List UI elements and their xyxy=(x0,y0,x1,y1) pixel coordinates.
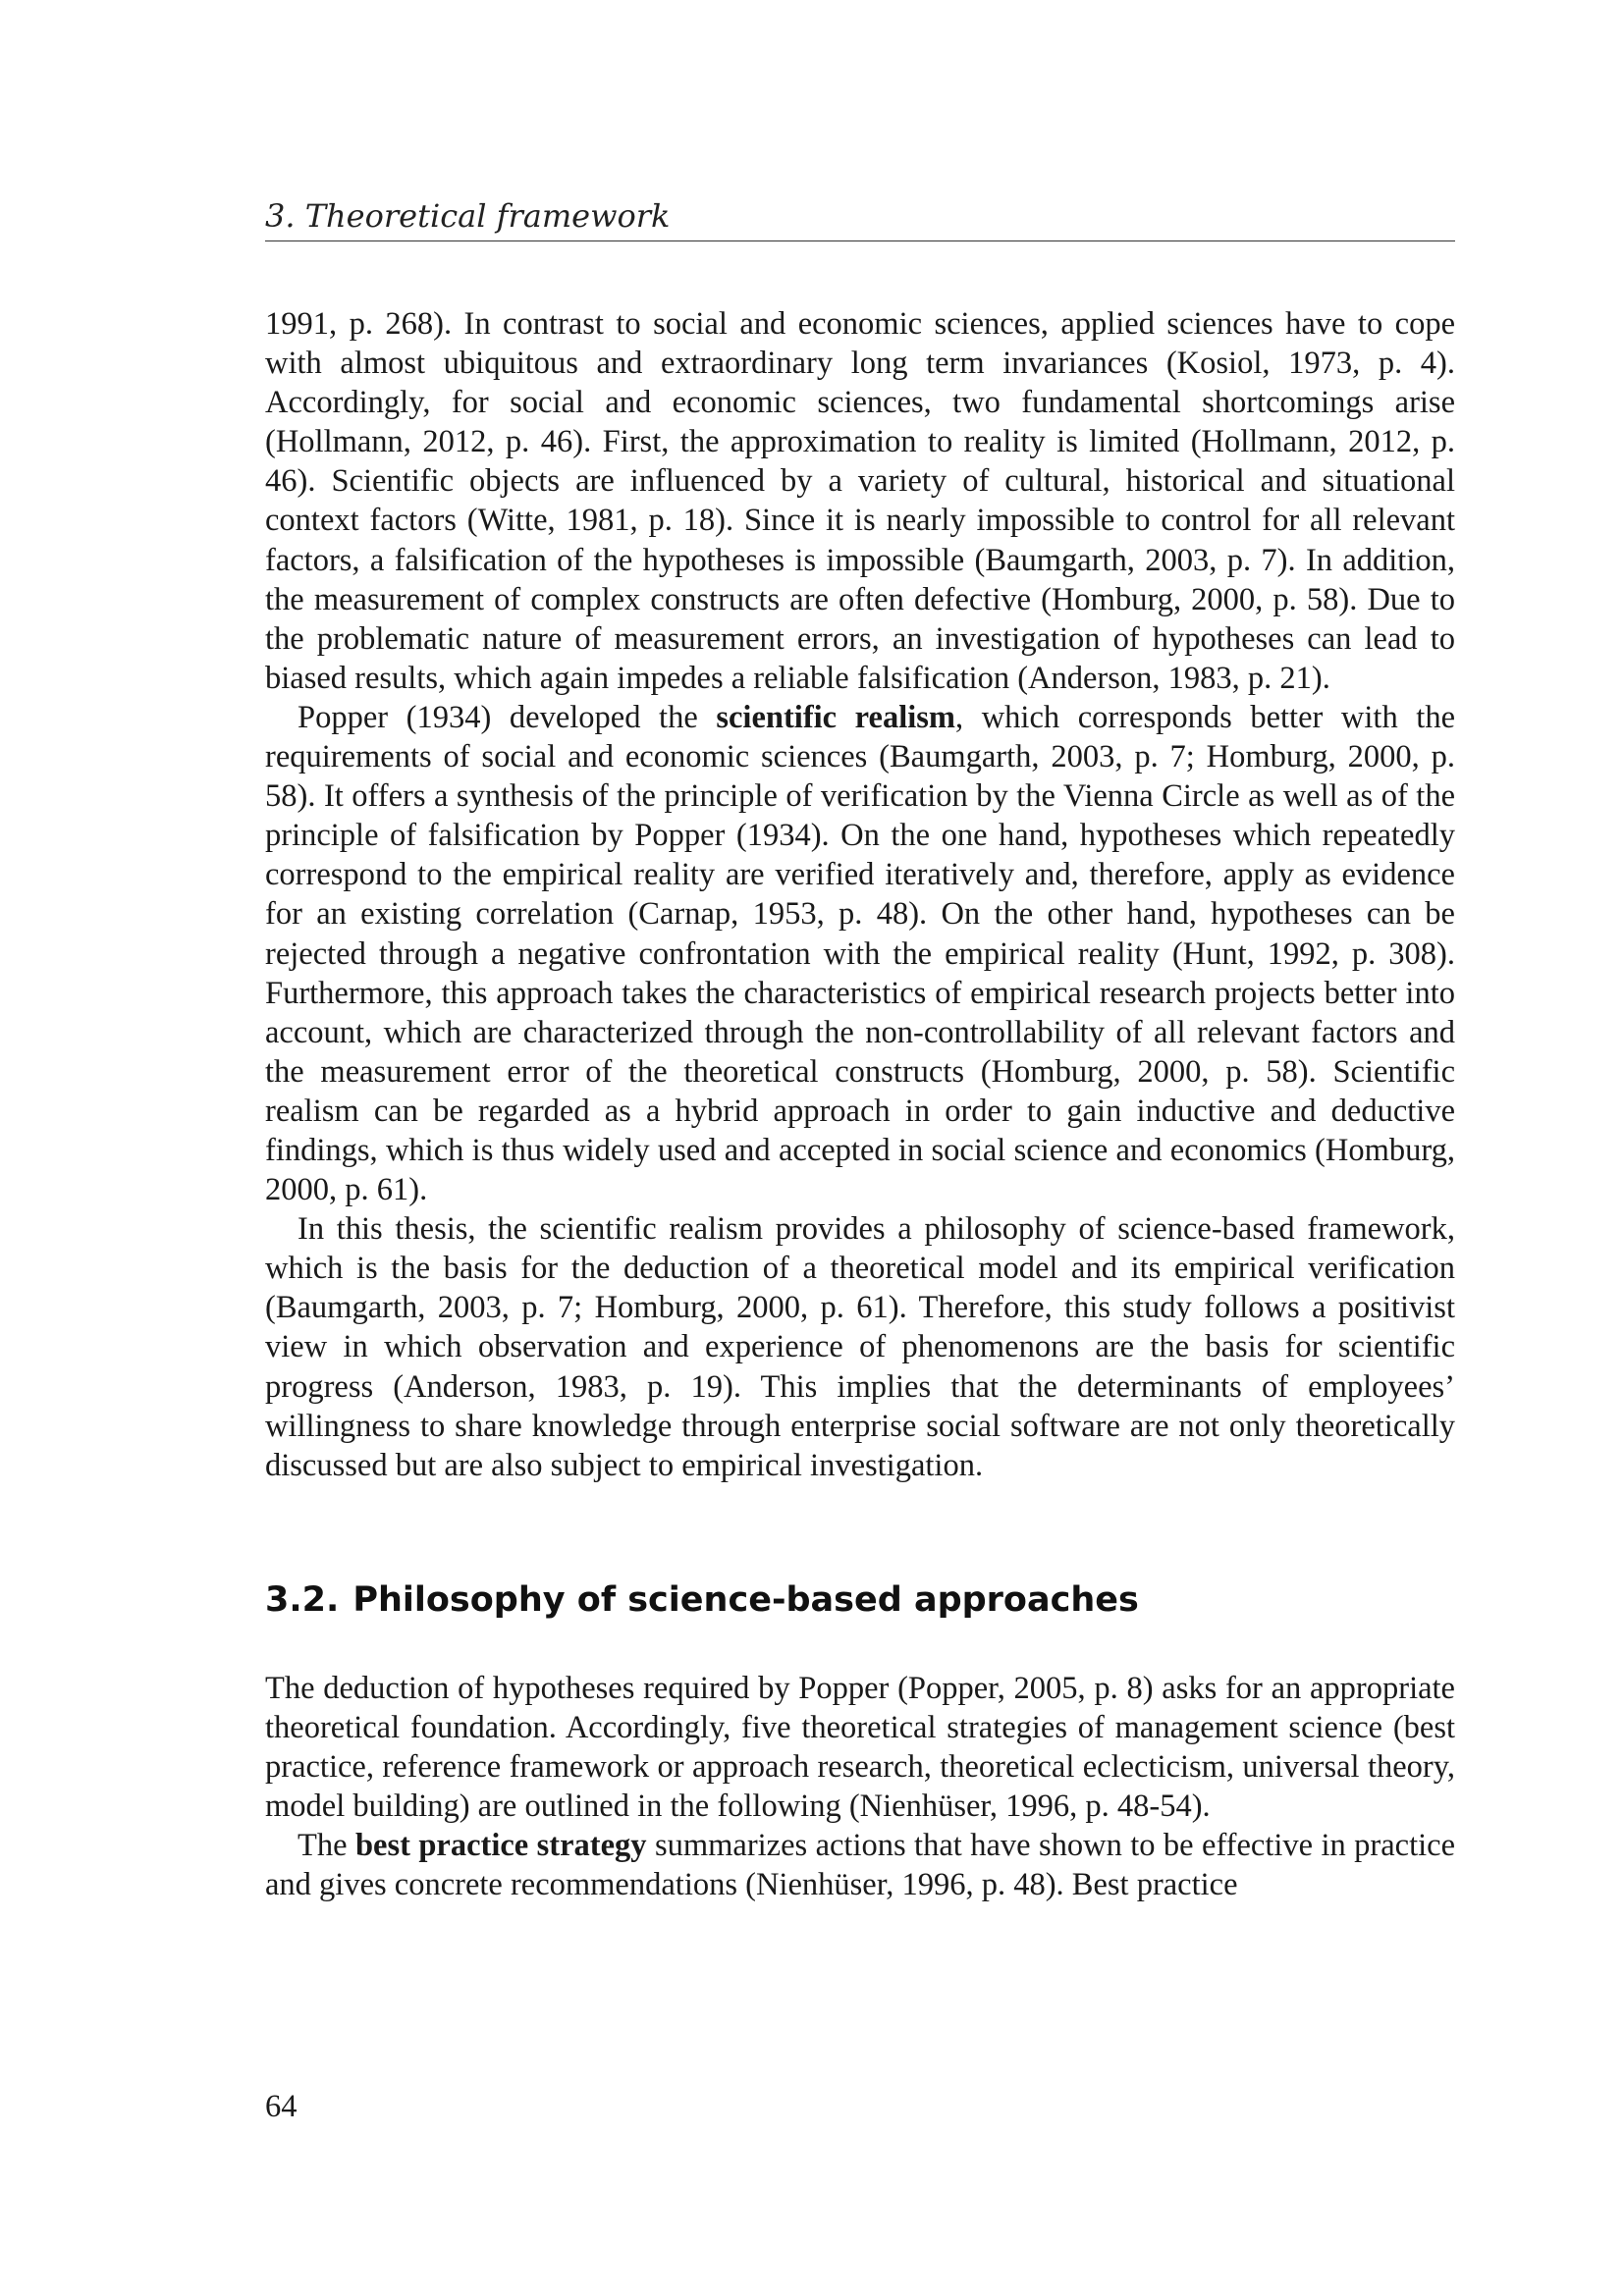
header-rule xyxy=(265,240,1455,241)
section-title: Philosophy of science-based approaches xyxy=(352,1580,1139,1620)
section-heading xyxy=(265,1578,1455,1622)
paragraph-best-practice xyxy=(265,1826,1455,1904)
paragraph-scientific-realism xyxy=(265,698,1455,1209)
bold-term: best practice strategy xyxy=(354,1828,647,1864)
paragraph-thesis-framework: In this thesis, the scientific realism provides a philosophy of science-based framework, which is the basis for the deduction of a theoretical model and its empirical verification (Baumgarth, 2003, p. 7; Homburg, 2000, p. 61). Therefore, this study follows a positivist view in which observation and experience of phenomenons are the basis for scientific progress (Anderson, 1983, p. 19). This implies that the determinants of employees’ willingness to share knowledge through enterprise social software are not only theoretically discussed but are also subject to empirical investigation. xyxy=(265,1211,1455,1483)
page-number: 64 xyxy=(265,2089,298,2124)
body-text-section xyxy=(265,1669,1455,1905)
document-page xyxy=(265,0,1455,2296)
paragraph-text: Popper (1934) developed the xyxy=(298,699,717,735)
paragraph-text: , which corresponds better with the requirements of social and economic sciences (Baumgarth, 2003, p. 7; Homburg, 2000, p. 58). It offers a synthesis of the principle of verification by the Vienna Circle as well as of the principle of falsification by Popper (1934). On the one hand, hypotheses which repeatedly correspond to the empirical reality are verified iteratively and, therefore, apply as evidence for an existing correlation (Carnap, 1953, p. 48). On the other hand, hypotheses can be rejected through a negative confrontation with the empirical reality (Hunt, 1992, p. 308). Furthermore, this approach takes the characteristics of empirical research projects better into account, which are characterized through the non-controllability of all relevant factors and the measurement error of the theoretical constructs (Homburg, 2000, p. 58). Scientific realism can be regarded as a hybrid approach in order to gain inductive and deductive findings, which is thus widely used and accepted in social science and economics (Homburg, 2000, p. 61). xyxy=(265,699,1456,1208)
paragraph-continued: 1991, p. 268). In contrast to social and economic sciences, applied sciences have to cope with almost ubiquitous and extraordinary long term invariances (Kosiol, 1973, p. 4). Accordingly, for social and economic sciences, two fundamental shortcomings arise (Hollmann, 2012, p. 46). First, the approximation to reality is limited (Hollmann, 2012, p. 46). Scientific objects are influenced by a variety of cultural, historical and situational context factors (Witte, 1981, p. 18). Since it is nearly impossible to control for all relevant factors, a falsification of the hypotheses is impossible (Baumgarth, 2003, p. 7). In addition, the measurement of complex constructs are often defective (Homburg, 2000, p. 58). Due to the problematic nature of measurement errors, an investigation of hypotheses can lead to biased results, which again impedes a reliable falsification (Anderson, 1983, p. 21). xyxy=(265,306,1455,696)
paragraph-deduction: The deduction of hypotheses required by Popper (Popper, 2005, p. 8) asks for an appropriate theoretical foundation. Accordingly, five theoretical strategies of management science (best practice, reference framework or approach research, theoretical eclecticism, universal theory, model building) are outlined in the following (Nienhüser, 1996, p. 48-54). xyxy=(265,1671,1455,1825)
bold-term: scientific realism xyxy=(716,699,955,735)
body-text-top xyxy=(265,304,1455,1485)
section-number: 3.2. xyxy=(265,1580,340,1620)
paragraph-text: The xyxy=(298,1828,355,1864)
paragraph-text: summarizes actions that have shown to be effective in practice and gives concrete recommendations (Nienhüser, 1996, p. 48). Best practice xyxy=(265,1828,1456,1903)
running-header: 3. Theoretical framework xyxy=(265,197,671,235)
